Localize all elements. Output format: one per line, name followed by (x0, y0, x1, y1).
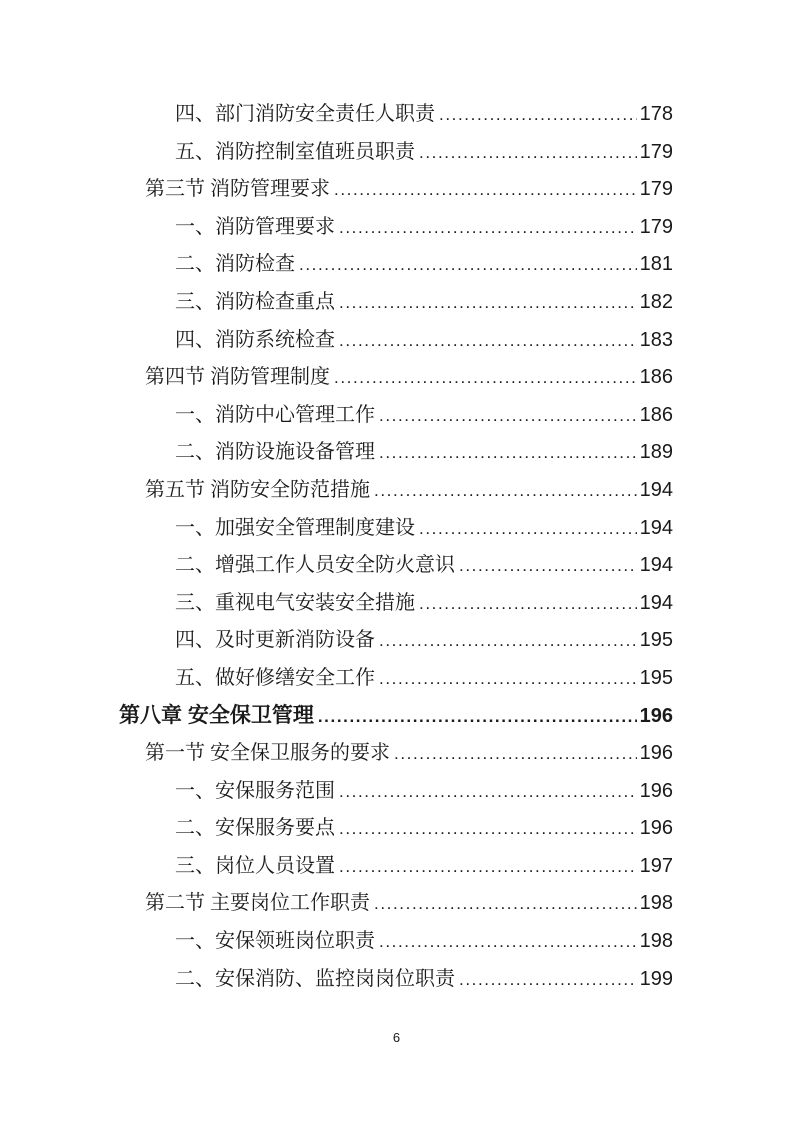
toc-entry-page: 189 (639, 441, 673, 464)
toc-entry[interactable] (119, 435, 673, 473)
toc-entry-page: 198 (639, 930, 673, 953)
dot-leader (334, 180, 637, 200)
dot-leader (374, 894, 637, 914)
dot-leader (379, 631, 637, 651)
toc-entry[interactable] (119, 886, 673, 924)
toc-entry-label[interactable]: 第八章 安全保卫管理 (119, 703, 314, 727)
toc-entry[interactable] (119, 586, 673, 624)
dot-leader (339, 782, 637, 802)
toc-entry[interactable] (119, 736, 673, 774)
dot-leader (339, 819, 637, 839)
toc-entry-label[interactable]: 一、安保服务范围 (175, 779, 335, 802)
toc-entry[interactable] (119, 97, 673, 135)
toc-entry-label[interactable]: 第一节 安全保卫服务的要求 (145, 742, 390, 765)
dot-leader (459, 556, 637, 576)
dot-leader (339, 857, 637, 877)
toc-entry-label[interactable]: 二、消防检查 (175, 253, 295, 276)
toc-entry-label[interactable]: 第四节 消防管理制度 (145, 366, 330, 389)
toc-entry[interactable] (119, 811, 673, 849)
toc-entry-label[interactable]: 一、安保领班岗位职责 (175, 930, 375, 953)
toc-entry-page: 199 (639, 967, 673, 990)
toc-entry-label[interactable]: 四、及时更新消防设备 (175, 629, 375, 652)
toc-entry-page: 179 (639, 215, 673, 238)
toc-entry-page: 195 (639, 666, 673, 689)
toc-entry[interactable] (119, 135, 673, 173)
dot-leader (379, 932, 637, 952)
dot-leader (379, 406, 637, 426)
toc-entry-page: 194 (639, 516, 673, 539)
toc-entry-page: 181 (639, 253, 673, 276)
dot-leader (419, 143, 637, 163)
dot-leader (394, 744, 637, 764)
dot-leader (339, 331, 637, 351)
toc-entry-page: 198 (639, 892, 673, 915)
toc-entry-page: 195 (639, 629, 673, 652)
toc-entry[interactable] (119, 398, 673, 436)
toc-entry[interactable] (119, 172, 673, 210)
toc-entry-label[interactable]: 五、消防控制室值班员职责 (175, 140, 415, 163)
toc-entry-label[interactable]: 一、加强安全管理制度建设 (175, 516, 415, 539)
page-number: 6 (392, 1030, 401, 1045)
toc-entry-page: 194 (639, 591, 673, 614)
dot-leader (459, 970, 637, 990)
toc-entry-page: 196 (639, 704, 673, 727)
toc-entry-label[interactable]: 三、重视电气安装安全措施 (175, 591, 415, 614)
toc-entry[interactable] (119, 849, 673, 887)
toc-entry[interactable] (119, 323, 673, 361)
dot-leader (419, 519, 637, 539)
toc-entry-label[interactable]: 一、消防中心管理工作 (175, 403, 375, 426)
toc-entry[interactable] (119, 623, 673, 661)
toc-entry-label[interactable]: 三、消防检查重点 (175, 290, 335, 313)
toc-entry-page: 179 (639, 178, 673, 201)
toc-entry-label[interactable]: 二、安保消防、监控岗岗位职责 (175, 967, 455, 990)
toc-entry-label[interactable]: 三、岗位人员设置 (175, 854, 335, 877)
toc-entry-page: 196 (639, 817, 673, 840)
dot-leader (419, 594, 637, 614)
toc-entry-page: 196 (639, 742, 673, 765)
toc-entry[interactable] (119, 285, 673, 323)
toc-entry-page: 194 (639, 478, 673, 501)
toc-entry[interactable] (119, 247, 673, 285)
toc-entry-page: 182 (639, 290, 673, 313)
toc-entry-label[interactable]: 五、做好修缮安全工作 (175, 666, 375, 689)
toc-entry-label[interactable]: 一、消防管理要求 (175, 215, 335, 238)
toc-entry[interactable] (119, 548, 673, 586)
toc-entry-label[interactable]: 二、消防设施设备管理 (175, 441, 375, 464)
dot-leader (339, 218, 637, 238)
toc-entry-page: 196 (639, 779, 673, 802)
toc-entry-page: 178 (639, 103, 673, 125)
toc-entry[interactable] (119, 210, 673, 248)
toc-entry-label[interactable]: 四、消防系统检查 (175, 328, 335, 351)
dot-leader (339, 293, 637, 313)
toc-entry-page: 186 (639, 403, 673, 426)
toc-entry[interactable] (119, 962, 673, 1000)
toc-entry-label[interactable]: 第二节 主要岗位工作职责 (145, 892, 370, 915)
toc-entry-page: 183 (639, 328, 673, 351)
toc-entry[interactable] (119, 924, 673, 962)
toc-entry-label[interactable]: 第五节 消防安全防范措施 (145, 478, 370, 501)
dot-leader (334, 368, 637, 388)
toc-list (119, 97, 673, 999)
toc-entry-page: 186 (639, 366, 673, 389)
page-footer (0, 1030, 793, 1045)
dot-leader (299, 255, 637, 275)
dot-leader (374, 481, 637, 501)
toc-entry[interactable] (119, 661, 673, 699)
toc-entry[interactable] (119, 511, 673, 549)
dot-leader (439, 105, 637, 125)
toc-entry-label[interactable]: 二、安保服务要点 (175, 817, 335, 840)
toc-entry[interactable] (119, 774, 673, 812)
dot-leader (379, 669, 637, 689)
toc-entry-page: 197 (639, 854, 673, 877)
toc-entry[interactable] (119, 699, 673, 737)
dot-leader (379, 443, 637, 463)
toc-entry-label[interactable]: 二、增强工作人员安全防火意识 (175, 554, 455, 577)
toc-entry-label[interactable]: 四、部门消防安全责任人职责 (175, 103, 435, 125)
toc-entry-page: 194 (639, 554, 673, 577)
dot-leader (318, 707, 637, 727)
toc-entry[interactable] (119, 360, 673, 398)
toc-entry-page: 179 (639, 140, 673, 163)
toc-entry[interactable] (119, 473, 673, 511)
toc-entry-label[interactable]: 第三节 消防管理要求 (145, 178, 330, 201)
